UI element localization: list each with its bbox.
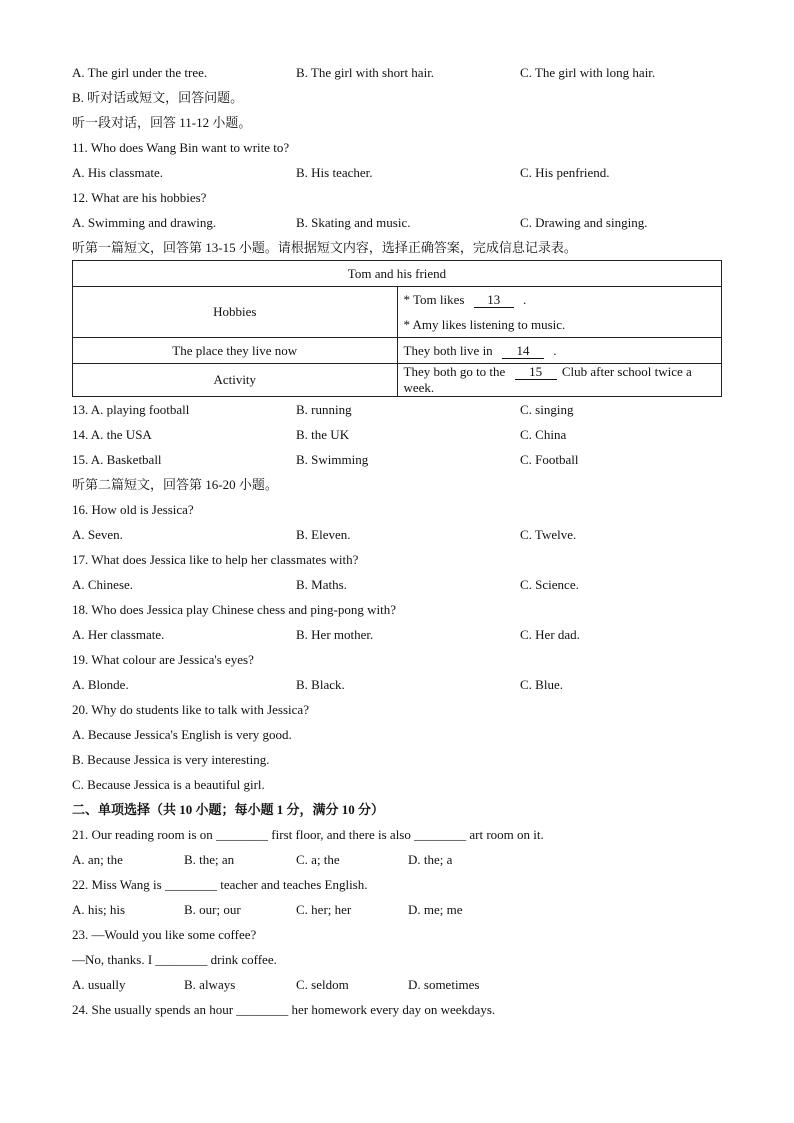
q23-option-a: A. usually (72, 977, 126, 992)
q19-stem: 19. What colour are Jessica's eyes? (72, 652, 254, 667)
activity-label: Activity (73, 364, 398, 397)
passage1-intro: 听第一篇短文，回答第 13-15 小题。请根据短文内容，选择正确答案，完成信息记录表。 (72, 240, 577, 255)
q15-option-b: B. Swimming (296, 452, 369, 467)
q14-option-c: C. China (520, 427, 567, 442)
hobbies-line-1-post: . (522, 292, 527, 307)
q21-options (72, 847, 722, 872)
q20-option-b: B. Because Jessica is very interesting. (72, 752, 270, 767)
q18-option-c: C. Her dad. (520, 627, 580, 642)
hobbies-line-2: * Amy likes listening to music. (403, 317, 566, 332)
q12-option-a: A. Swimming and drawing. (72, 215, 217, 230)
q15-options (72, 447, 722, 472)
q20-option-a: A. Because Jessica's English is very good. (72, 727, 292, 742)
q18-option-a: A. Her classmate. (72, 627, 165, 642)
q11-option-a: A. His classmate. (72, 165, 163, 180)
q16-options (72, 522, 722, 547)
q16-option-c: C. Twelve. (520, 527, 577, 542)
q20-option-c: C. Because Jessica is a beautiful girl. (72, 777, 265, 792)
blank-14: 14 (502, 343, 544, 359)
q23-option-c: C. seldom (296, 977, 349, 992)
q10-option-c: C. The girl with long hair. (520, 65, 656, 80)
q10-option-b: B. The girl with short hair. (296, 65, 435, 80)
q16-option-a: A. Seven. (72, 527, 123, 542)
q19-option-a: A. Blonde. (72, 677, 129, 692)
dialogue-intro: 听一段对话，回答 11-12 小题。 (72, 115, 252, 130)
q22-option-b: B. our; our (184, 902, 241, 917)
place-pre: They both live in (403, 342, 493, 358)
q24-stem: 24. She usually spends an hour ________ her homework every day on weekdays. (72, 1002, 496, 1017)
section2-title: 二、单项选择（共 10 小题；每小题 1 分，满分 10 分） (72, 802, 385, 817)
table-header-row (73, 261, 722, 287)
section-b-title: B. 听对话或短文，回答问题。 (72, 90, 244, 105)
q13-option-b: B. running (296, 402, 352, 417)
q23-stem-2: —No, thanks. I ________ drink coffee. (72, 952, 277, 967)
hobbies-cell (397, 287, 722, 338)
passage2-intro: 听第二篇短文，回答第 16-20 小题。 (72, 477, 278, 492)
table-row-activity (73, 364, 722, 397)
q22-option-c: C. her; her (296, 902, 352, 917)
q15-option-c: C. Football (520, 452, 579, 467)
hobbies-label: Hobbies (73, 287, 398, 338)
q17-option-b: B. Maths. (296, 577, 347, 592)
q11-option-b: B. His teacher. (296, 165, 373, 180)
q19-options (72, 672, 722, 697)
q19-option-c: C. Blue. (520, 677, 563, 692)
q23-option-b: B. always (184, 977, 236, 992)
hobbies-line-1 (404, 287, 716, 312)
q23-option-d: D. sometimes (408, 977, 480, 992)
q23-options (72, 972, 722, 997)
q13-option-a: 13. A. playing football (72, 402, 190, 417)
q17-option-a: A. Chinese. (72, 577, 134, 592)
q21-stem: 21. Our reading room is on ________ first floor, and there is also ________ art room on it. (72, 827, 544, 842)
q21-option-d: D. the; a (408, 852, 453, 867)
q12-option-c: C. Drawing and singing. (520, 215, 648, 230)
q17-option-c: C. Science. (520, 577, 579, 592)
q22-option-d: D. me; me (408, 902, 463, 917)
hobbies-line-1-pre: * Tom likes (403, 292, 465, 307)
q18-option-b: B. Her mother. (296, 627, 374, 642)
table-row-place (73, 338, 722, 364)
q11-options (72, 160, 722, 185)
q11-option-c: C. His penfriend. (520, 165, 610, 180)
blank-13: 13 (474, 292, 514, 308)
info-record-table (72, 260, 722, 397)
q14-options (72, 422, 722, 447)
q19-option-b: B. Black. (296, 677, 345, 692)
place-cell (397, 338, 722, 364)
q13-options (72, 397, 722, 422)
table-title: Tom and his friend (73, 261, 722, 287)
place-post: . (553, 342, 557, 358)
activity-pre: They both go to the (403, 364, 506, 379)
q14-option-b: B. the UK (296, 427, 350, 442)
q10-option-a: A. The girl under the tree. (72, 65, 208, 80)
q13-option-c: C. singing (520, 402, 574, 417)
q21-option-a: A. an; the (72, 852, 123, 867)
q16-option-b: B. Eleven. (296, 527, 351, 542)
table-row-hobbies (73, 287, 722, 338)
q20-stem: 20. Why do students like to talk with Jessica? (72, 702, 309, 717)
q14-option-a: 14. A. the USA (72, 427, 152, 442)
q21-option-b: B. the; an (184, 852, 235, 867)
q22-option-a: A. his; his (72, 902, 126, 917)
q12-options (72, 210, 722, 235)
q23-stem: 23. —Would you like some coffee? (72, 927, 257, 942)
q22-stem: 22. Miss Wang is ________ teacher and teaches English. (72, 877, 368, 892)
blank-15: 15 (515, 364, 557, 380)
activity-post: Club after school twice a week. (403, 364, 692, 395)
activity-cell (397, 364, 722, 397)
q18-options (72, 622, 722, 647)
q17-options (72, 572, 722, 597)
place-label: The place they live now (73, 338, 398, 364)
q21-option-c: C. a; the (296, 852, 340, 867)
q12-stem: 12. What are his hobbies? (72, 190, 207, 205)
q10-options (72, 60, 722, 85)
q15-option-a: 15. A. Basketball (72, 452, 162, 467)
q16-stem: 16. How old is Jessica? (72, 502, 194, 517)
exam-page (72, 60, 722, 1022)
q12-option-b: B. Skating and music. (296, 215, 411, 230)
q18-stem: 18. Who does Jessica play Chinese chess and ping-pong with? (72, 602, 396, 617)
q22-options (72, 897, 722, 922)
q11-stem: 11. Who does Wang Bin want to write to? (72, 140, 290, 155)
q17-stem: 17. What does Jessica like to help her classmates with? (72, 552, 359, 567)
